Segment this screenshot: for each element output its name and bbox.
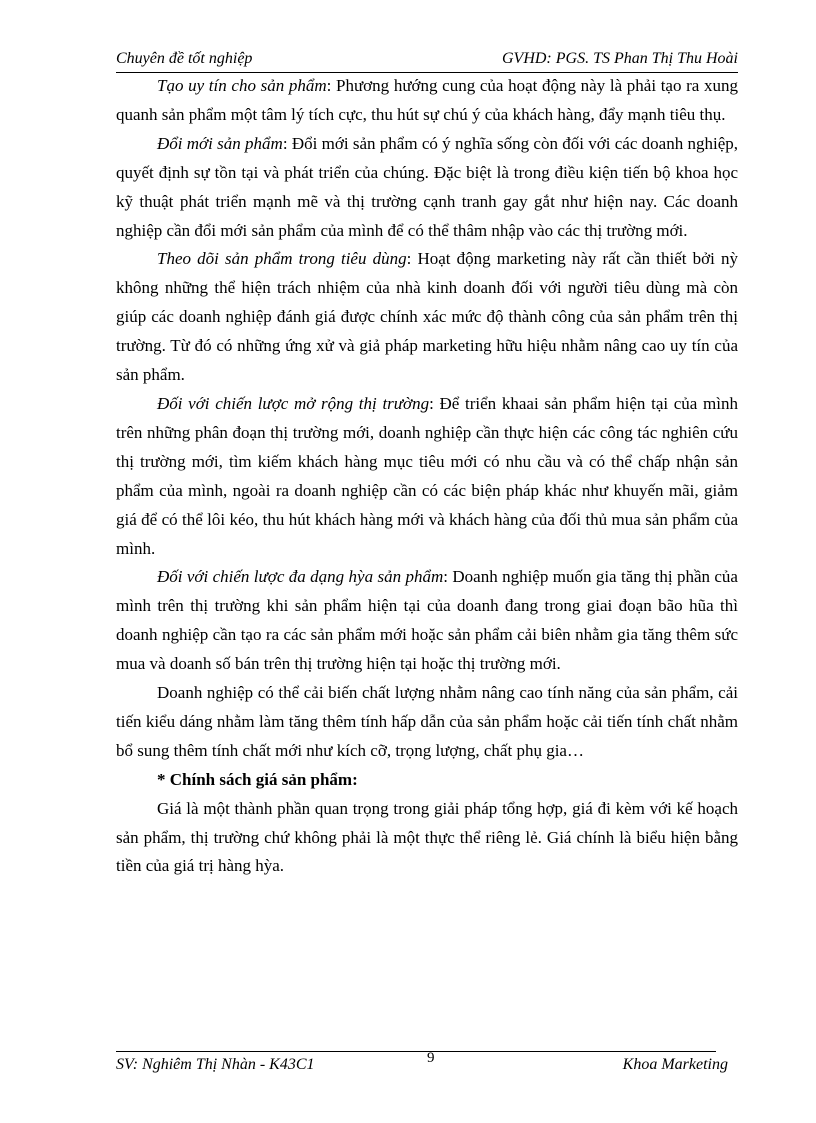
paragraph <box>116 390 738 563</box>
paragraph <box>116 563 738 679</box>
paragraph <box>116 130 738 246</box>
paragraph-lead: Tạo uy tín cho sản phẩm <box>157 76 327 95</box>
footer-faculty: Khoa Marketing <box>622 1056 728 1073</box>
paragraph <box>116 679 738 766</box>
section-heading: * Chính sách giá sản phẩm: <box>157 769 358 789</box>
document-body <box>116 72 738 881</box>
paragraph-text: : Doanh nghiệp muốn gia tăng thị phần của mình trên thị trường khi sản phẩm hiện tại của doanh đang trong giai đoạn bão hũa thì doanh nghiệp cần tạo ra các sản phẩm mới hoặc sản phẩm cải biên nhằm gia tăng thêm sức mua và doanh số bán trên thị trường hiện tại hoặc thị trường mới. <box>116 567 738 674</box>
page-footer <box>116 1050 738 1078</box>
paragraph-text: : Để triển khaai sản phẩm hiện tại của mình trên những phân đoạn thị trường mới, doanh nghiệp cần thực hiện các công tác nghiên cứu thị trường mới, tìm kiếm khách hàng mục tiêu mới có nhu cầu và có thể chấp nhận sản phẩm của mình, ngoài ra doanh nghiệp cần có các biện pháp khác như khuyến mãi, giảm giá để có thể lôi kéo, thu hút khách hàng mới và khách hàng của đối thủ mua sản phẩm của mình. <box>116 393 738 558</box>
paragraph-lead: Đối với chiến lược mở rộng thị trường <box>157 393 430 413</box>
paragraph <box>116 245 738 390</box>
paragraph <box>116 72 738 130</box>
paragraph-lead: Theo dõi sản phẩm trong tiêu dùng <box>157 249 407 269</box>
paragraph-lead: Đổi mới sản phẩm <box>157 133 283 153</box>
page-number: 9 <box>427 1050 435 1066</box>
paragraph-text: Doanh nghiệp có thể cải biến chất lượng nhằm nâng cao tính năng của sản phẩm, cải tiến kiểu dáng nhằm làm tăng thêm tính hấp dẫn của sản phẩm hoặc cải tiến tính chất nhằm bổ sung thêm tính chất mới như kích cỡ, trọng lượng, chất phụ gia… <box>116 683 738 760</box>
paragraph: Giá là một thành phần quan trọng trong giải pháp tổng hợp, giá đi kèm với kế hoạch sản phẩm, thị trường chứ không phải là một thực thể riêng lẻ. Giá chính là biểu hiện bằng tiền của giá trị hàng hỳa. <box>116 798 738 876</box>
header-advisor: GVHD: PGS. TS Phan Thị Thu Hoài <box>501 50 738 67</box>
paragraph-text: : Hoạt động marketing này rất cần thiết bởi nỳ không những thể hiện trách nhiệm của nhà kinh doanh đối với người tiêu dùng mà còn giúp các doanh nghiệp đánh giá được chính xác mức độ thành công của sản phẩm trên thị trường. Từ đó có những ứng xử và giả pháp marketing hữu hiệu nhằm nâng cao uy tín của sản phẩm. <box>116 249 738 385</box>
paragraph-lead: Đối với chiến lược đa dạng hỳa sản phẩm <box>157 567 444 587</box>
header-title: Chuyên đề tốt nghiệp <box>116 50 253 67</box>
page-header <box>116 48 738 73</box>
paragraph-text: : Đổi mới sản phẩm có ý nghĩa sống còn đối với các doanh nghiệp, quyết định sự tồn tại và phát triển của chúng. Đặc biệt là trong điều kiện tiến bộ khoa học kỹ thuật phát triển mạnh mẽ và thị trường cạnh tranh gay gắt như hiện nay. Các doanh nghiệp cần đổi mới sản phẩm của mình để có thể thâm nhập vào các thị trường mới. <box>116 133 739 240</box>
footer-student: SV: Nghiêm Thị Nhàn - K43C1 <box>116 1056 315 1073</box>
footer-divider <box>116 1051 716 1052</box>
paragraph-text: : Phương hướng cung của hoạt động này là phải tạo ra xung quanh sản phẩm một tâm lý tích cực, thu hút sự chú ý của khách hàng, đẩy mạnh tiêu thụ. <box>116 76 738 124</box>
